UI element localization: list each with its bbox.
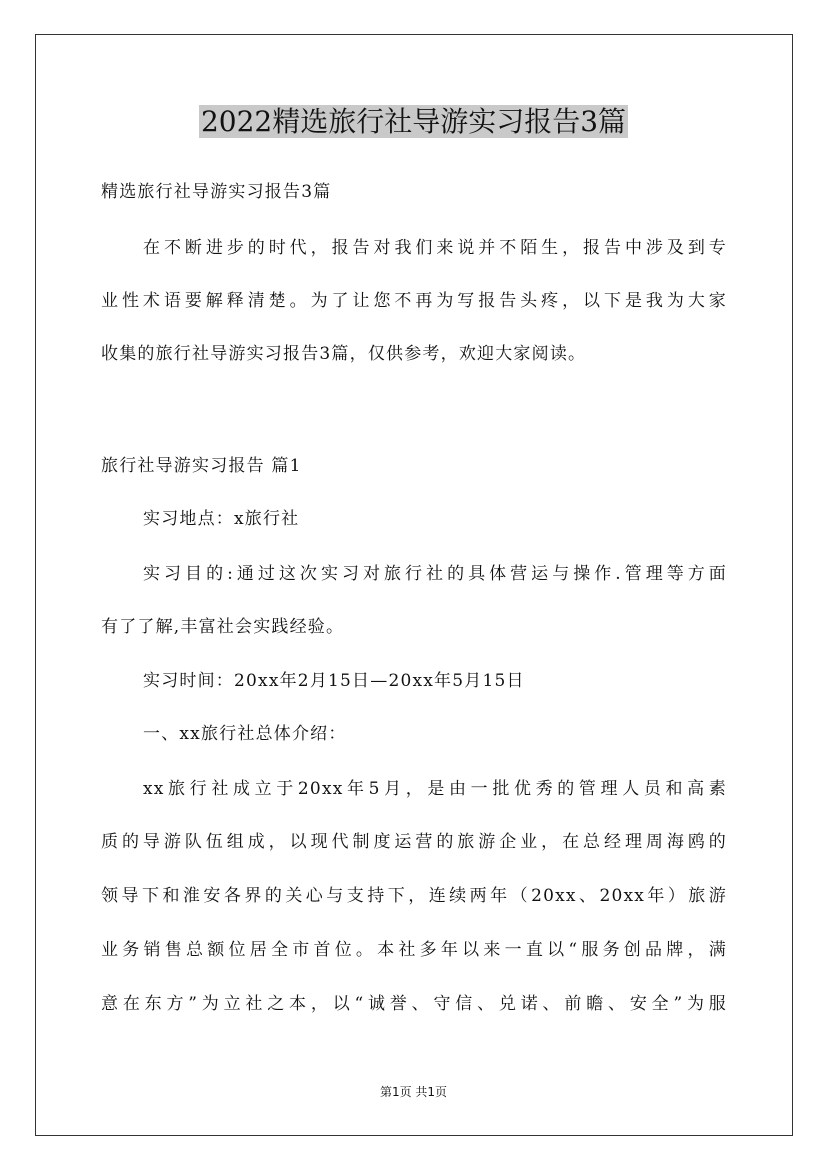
- intro-line-1: 在不断进步的时代，报告对我们来说并不陌生，报告中涉及到专: [143, 238, 727, 258]
- part-one-heading: 一、xx旅行社总体介绍：: [143, 724, 347, 744]
- part-one-line-5: 意在东方”为立社之本，以“诚誉、守信、兑诺、前瞻、安全”为服: [101, 994, 727, 1014]
- internship-period: 实习时间：20xx年2月15日—20xx年5月15日: [143, 671, 525, 691]
- part-one-line-3: 领导下和淮安各界的关心与支持下，连续两年（20xx、20xx年）旅游: [101, 886, 727, 906]
- purpose-line-1: 实习目的:通过这次实习对旅行社的具体营运与操作.管理等方面: [143, 564, 727, 584]
- intro-line-3: 收集的旅行社导游实习报告3篇，仅供参考，欢迎大家阅读。: [101, 344, 587, 364]
- document-subtitle: 精选旅行社导游实习报告3篇: [101, 182, 332, 202]
- part-one-line-2: 质的导游队伍组成，以现代制度运营的旅游企业，在总经理周海鸥的: [101, 832, 727, 852]
- internship-location: 实习地点：x旅行社: [143, 509, 300, 529]
- part-one-line-4: 业务销售总额位居全市首位。本社多年以来一直以“服务创品牌，满: [101, 940, 727, 960]
- page-number-footer: 第1页 共1页: [379, 1085, 448, 1099]
- document-title-text: 2022精选旅行社导游实习报告3篇: [200, 105, 627, 138]
- document-title: [0, 100, 827, 144]
- purpose-line-2: 有了了解,丰富社会实践经验。: [101, 617, 345, 637]
- section-heading: 旅行社导游实习报告 篇1: [101, 456, 302, 476]
- intro-line-2: 业性术语要解释清楚。为了让您不再为写报告头疼，以下是我为大家: [101, 291, 727, 311]
- part-one-line-1: xx旅行社成立于20xx年5月，是由一批优秀的管理人员和高素: [143, 779, 727, 799]
